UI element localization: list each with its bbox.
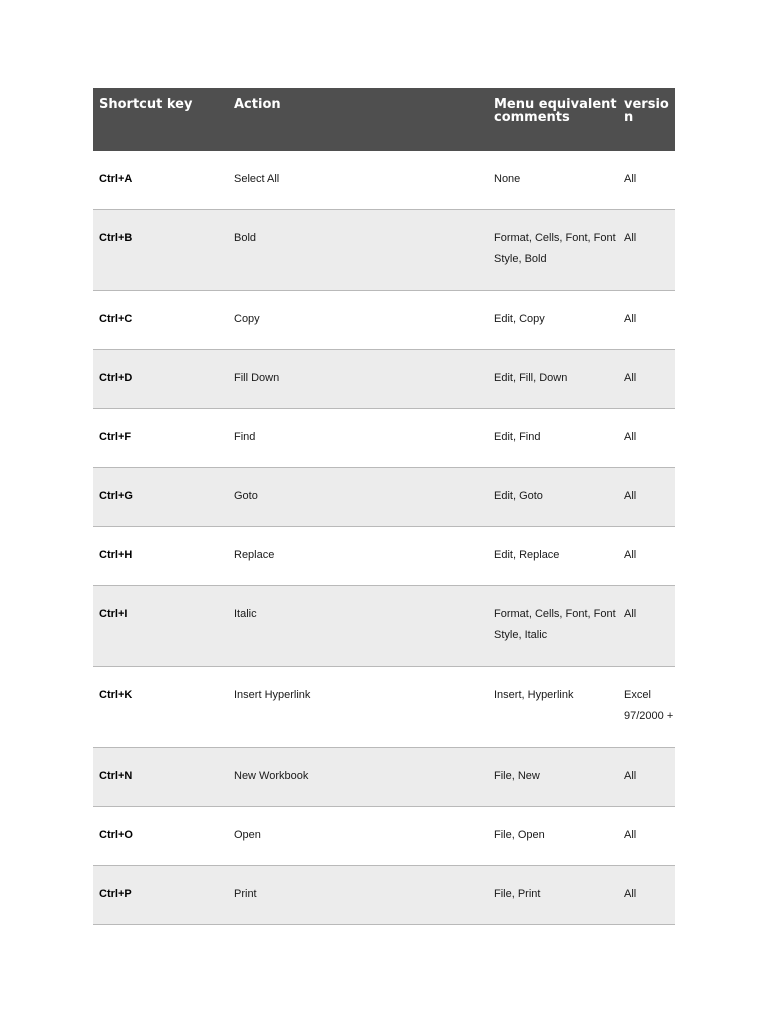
- table-row: [93, 291, 675, 350]
- shortcut-key-cell: Ctrl+P: [99, 888, 132, 900]
- action-cell: Fill Down: [234, 372, 280, 384]
- menu-cell: File, Print: [494, 888, 541, 900]
- action-cell: Goto: [234, 490, 258, 502]
- menu-cell: None: [494, 173, 521, 185]
- action-cell: Replace: [234, 549, 275, 561]
- shortcut-key-cell: Ctrl+I: [99, 608, 128, 620]
- action-cell: New Workbook: [234, 770, 309, 782]
- table-row: [93, 667, 675, 748]
- action-cell: Find: [234, 431, 256, 443]
- shortcut-key-cell: Ctrl+A: [99, 173, 133, 185]
- version-cell: Excel 97/2000 +: [624, 689, 674, 722]
- table-row: [93, 586, 675, 667]
- version-cell: All: [624, 608, 637, 620]
- action-cell: Italic: [234, 608, 257, 620]
- version-cell: All: [624, 770, 637, 782]
- table-header: [93, 88, 675, 151]
- table-row: [93, 350, 675, 409]
- header-version: version: [624, 97, 669, 125]
- menu-cell: Edit, Goto: [494, 490, 543, 502]
- table-row: [93, 807, 675, 866]
- table-row: [93, 748, 675, 807]
- shortcut-key-cell: Ctrl+H: [99, 549, 133, 561]
- version-cell: All: [624, 372, 637, 384]
- shortcut-key-cell: Ctrl+C: [99, 313, 133, 325]
- version-cell: All: [624, 888, 637, 900]
- shortcut-key-cell: Ctrl+B: [99, 232, 133, 244]
- menu-cell: Edit, Find: [494, 431, 541, 443]
- version-cell: All: [624, 313, 637, 325]
- version-cell: All: [624, 232, 637, 244]
- shortcut-key-cell: Ctrl+K: [99, 689, 133, 701]
- table-row: [93, 210, 675, 291]
- action-cell: Select All: [234, 173, 280, 185]
- menu-cell: File, Open: [494, 829, 545, 841]
- version-cell: All: [624, 490, 637, 502]
- table-row: [93, 468, 675, 527]
- menu-cell: Format, Cells, Font, Font Style, Italic: [494, 608, 616, 641]
- action-cell: Insert Hyperlink: [234, 689, 311, 701]
- header-action: Action: [234, 97, 281, 112]
- version-cell: All: [624, 173, 637, 185]
- shortcut-key-cell: Ctrl+O: [99, 829, 133, 841]
- header-menu-equivalent: Menu equivalent comments: [494, 97, 617, 125]
- table-row: [93, 866, 675, 925]
- action-cell: Copy: [234, 313, 260, 325]
- shortcut-key-cell: Ctrl+N: [99, 770, 133, 782]
- table-row: [93, 409, 675, 468]
- version-cell: All: [624, 431, 637, 443]
- menu-cell: Edit, Replace: [494, 549, 560, 561]
- menu-cell: Edit, Copy: [494, 313, 545, 325]
- action-cell: Open: [234, 829, 261, 841]
- table-row: [93, 151, 675, 210]
- table-row: [93, 527, 675, 586]
- menu-cell: File, New: [494, 770, 540, 782]
- shortcut-key-cell: Ctrl+D: [99, 372, 133, 384]
- header-shortcut-key: Shortcut key: [99, 97, 193, 112]
- menu-cell: Edit, Fill, Down: [494, 372, 568, 384]
- shortcut-key-cell: Ctrl+G: [99, 490, 133, 502]
- action-cell: Bold: [234, 232, 257, 244]
- shortcut-table: [93, 88, 675, 925]
- menu-cell: Format, Cells, Font, Font Style, Bold: [494, 232, 616, 265]
- version-cell: All: [624, 549, 637, 561]
- version-cell: All: [624, 829, 637, 841]
- menu-cell: Insert, Hyperlink: [494, 689, 574, 701]
- shortcut-key-cell: Ctrl+F: [99, 431, 132, 443]
- action-cell: Print: [234, 888, 257, 900]
